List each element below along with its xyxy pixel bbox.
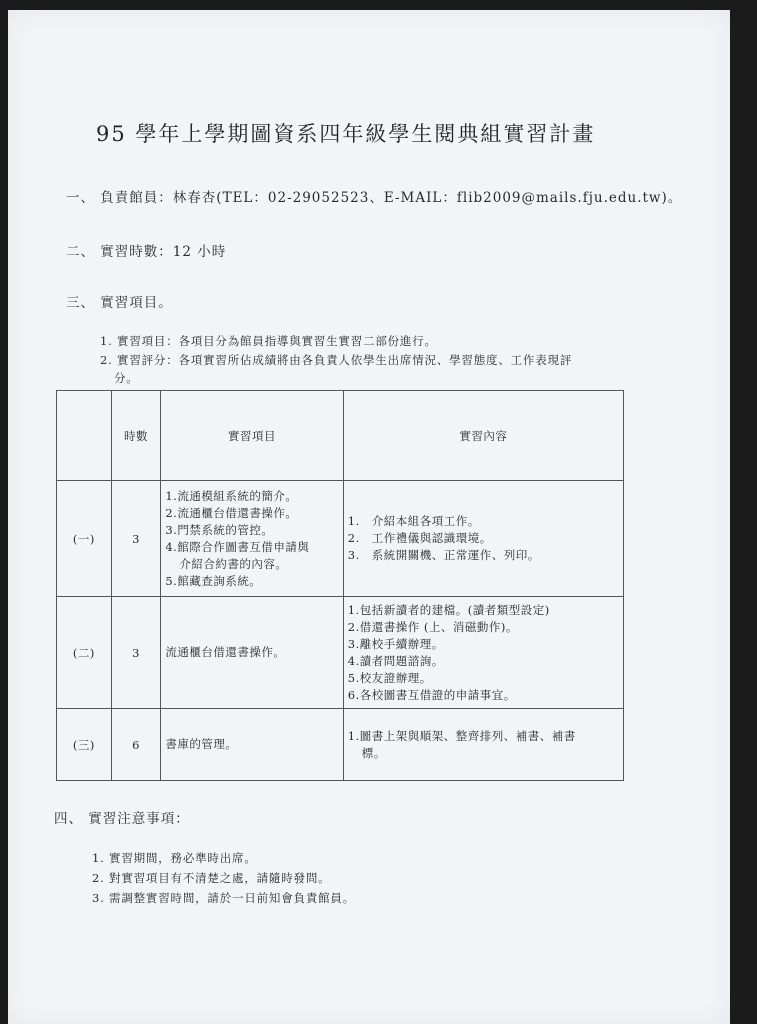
content-line: 5.校友證辦理。 — [347, 670, 432, 685]
content-line: 3. 系統開關機、正常運作、列印。 — [347, 548, 540, 562]
content-line: 標。 — [361, 745, 386, 760]
item-line: 1.流通模組系統的簡介。 — [165, 488, 298, 503]
row-content — [343, 709, 623, 781]
item-line: 2.流通櫃台借還書操作。 — [165, 505, 298, 520]
item-line: 介紹合約書的內容。 — [179, 556, 288, 571]
row-content — [343, 481, 623, 597]
table-row — [57, 481, 624, 597]
item-line: 5.館藏查詢系統。 — [165, 573, 262, 588]
content-line: 1.圖書上架與順架、整齊排列、補書、補書 — [347, 728, 576, 743]
section-3 — [66, 291, 173, 311]
section-3-text: 實習項目。 — [100, 295, 173, 311]
content-line: 6.各校圖書互借證的申請事宜。 — [347, 687, 516, 702]
content-line: 3.離校手續辦理。 — [347, 636, 444, 651]
header-blank — [57, 391, 112, 481]
section-4-item-3: 3. 需調整實習時間，請於一日前知會負責館員。 — [92, 891, 356, 905]
section-1-number: 一、 — [66, 190, 95, 206]
section-3-number: 三、 — [66, 295, 95, 311]
header-hours: 時數 — [111, 391, 161, 481]
content-line: 2. 工作禮儀與認識環境。 — [347, 531, 492, 545]
section-4-item-1: 1. 實習期間，務必準時出席。 — [92, 851, 257, 865]
row-content — [343, 597, 623, 709]
row-label: (一) — [57, 481, 112, 597]
header-content: 實習內容 — [343, 391, 623, 481]
section-3-item-2-cont: 分。 — [114, 371, 139, 385]
section-2-number: 二、 — [66, 244, 95, 260]
table-row — [57, 597, 624, 709]
document-title: 95 學年上學期圖資系四年級學生閱典組實習計畫 — [96, 122, 596, 146]
row-label: (二) — [57, 597, 112, 709]
section-3-item-2: 2. 實習評分：各項實習所佔成績將由各負責人依學生出席情況、學習態度、工作表現評 — [100, 353, 573, 367]
section-4-item-2: 2. 對實習項目有不清楚之處，請隨時發問。 — [92, 871, 331, 885]
table-row — [57, 709, 624, 781]
content-line: 4.讀者問題諮詢。 — [347, 653, 444, 668]
content-line: 1. 介紹本組各項工作。 — [347, 514, 480, 528]
header-items: 實習項目 — [161, 391, 343, 481]
row-hours: 6 — [111, 709, 161, 781]
row-label: (三) — [57, 709, 112, 781]
section-2 — [66, 240, 226, 260]
row-items — [161, 481, 343, 597]
section-4-text: 實習注意事項： — [88, 811, 190, 827]
internship-table — [56, 390, 624, 781]
table-header-row — [57, 391, 624, 481]
row-items — [161, 597, 343, 709]
section-3-item-1: 1. 實習項目：各項目分為館員指導與實習生實習二部份進行。 — [100, 334, 437, 348]
section-1 — [66, 186, 682, 206]
content-line: 1.包括新讀者的建檔。(讀者類型設定) — [347, 602, 550, 617]
content-line: 2.借還書操作 (上、消磁動作)。 — [347, 619, 518, 634]
row-items — [161, 709, 343, 781]
item-line: 書庫的管理。 — [165, 737, 238, 751]
item-line: 流通櫃台借還書操作。 — [165, 645, 286, 659]
row-hours: 3 — [111, 597, 161, 709]
row-hours: 3 — [111, 481, 161, 597]
section-2-text: 實習時數：12 小時 — [100, 244, 227, 260]
section-4 — [54, 807, 190, 827]
section-4-number: 四、 — [54, 811, 83, 827]
item-line: 3.門禁系統的管控。 — [165, 522, 274, 537]
section-1-text: 負責館員：林春杏(TEL：02-29052523、E-MAIL：flib2009@mails.fju.edu.tw)。 — [100, 190, 683, 206]
item-line: 4.館際合作圖書互借申請與 — [165, 539, 310, 554]
